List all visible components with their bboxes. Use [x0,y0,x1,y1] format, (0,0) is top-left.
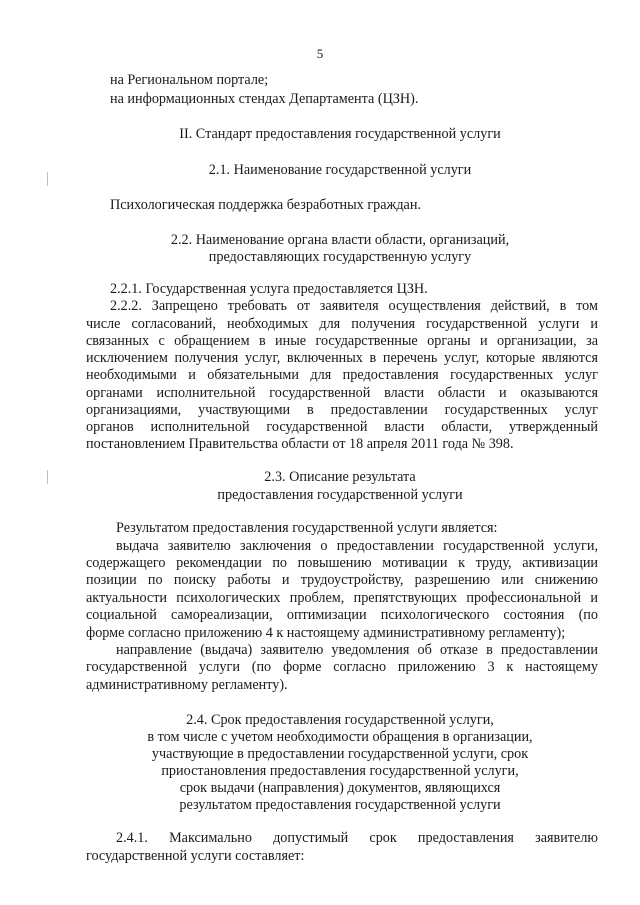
paragraph-line: числе согласований, необходимых для получения государственной услуги и [86,316,598,332]
paragraph-line: 2.4.1. Максимально допустимый срок предоставления заявителю [116,830,598,846]
paragraph-line: государственной услуги (по форме согласно приложению 3 к настоящему [86,659,598,675]
subsection-heading: 2.4. Срок предоставления государственной услуги, [186,712,494,728]
paragraph-line: постановлением Правительства области от 18 апреля 2011 года № 398. [86,436,514,452]
subsection-heading: приостановления предоставления государственной услуги, [161,763,519,779]
subsection-heading: 2.2. Наименование органа власти области, организаций, [170,232,510,248]
paragraph-line: позиции по поиску работы и трудоустройству, разрешению или снижению [86,572,598,588]
intro-line: на Региональном портале; [110,72,269,88]
paragraph-line: направление (выдача) заявителю уведомления об отказе в предоставлении [116,642,598,658]
paragraph-line: органами исполнительной государственной власти области и оказываются [86,385,598,401]
subsection-heading: участвующие в предоставлении государственной услуги, срок [151,746,529,762]
paragraph-line: исключением получения услуг, включенных в перечень услуг, которые являются [86,350,598,366]
subsection-heading: 2.1. Наименование государственной услуги [208,162,472,178]
subsection-heading: предоставляющих государственную услугу [208,249,472,265]
subsection-heading: 2.3. Описание результата [264,469,416,485]
paragraph-line: Психологическая поддержка безработных граждан. [110,197,421,213]
page-number: 5 [316,46,324,61]
section-title: II. Стандарт предоставления государственной услуги [179,126,501,142]
subsection-heading: результатом предоставления государственной услуги [179,797,501,813]
paragraph-line: связанных с обращением в иные государственные органы и организации, за [86,333,598,349]
paragraph-line: актуальности психологических проблем, препятствующих профессиональной и [86,590,598,606]
intro-line: на информационных стендах Департамента (ЦЗН). [110,91,419,107]
paragraph-line: государственной услуги составляет: [86,848,305,864]
subsection-heading: срок выдачи (направления) документов, являющихся [179,780,501,796]
paragraph-line: 2.2.2. Запрещено требовать от заявителя осуществления действий, в том [110,298,598,314]
subsection-heading: предоставления государственной услуги [217,487,463,503]
subsection-heading: в том числе с учетом необходимости обращения в организации, [147,729,533,745]
paragraph-line: социальной самореализации, оптимизации психологического состояния (по [86,607,598,623]
paragraph-line: выдача заявителю заключения о предоставлении государственной услуги, [116,538,598,554]
paragraph-line: организациями, участвующими в предоставлении государственных услуг [86,402,598,418]
paragraph-line: Результатом предоставления государственной услуги является: [116,520,498,536]
paragraph-line: необходимыми и обязательными для предоставления государственных услуг [86,367,598,383]
paragraph-line: содержащего рекомендации по повышению мотивации к труду, активизации [86,555,598,571]
paragraph-line: административному регламенту). [86,677,288,693]
paragraph-line: 2.2.1. Государственная услуга предоставляется ЦЗН. [110,281,428,297]
paragraph-line: форме согласно приложению 4 к настоящему административному регламенту); [86,625,566,641]
paragraph-line: органов исполнительной государственной власти области, утвержденный [86,419,598,435]
